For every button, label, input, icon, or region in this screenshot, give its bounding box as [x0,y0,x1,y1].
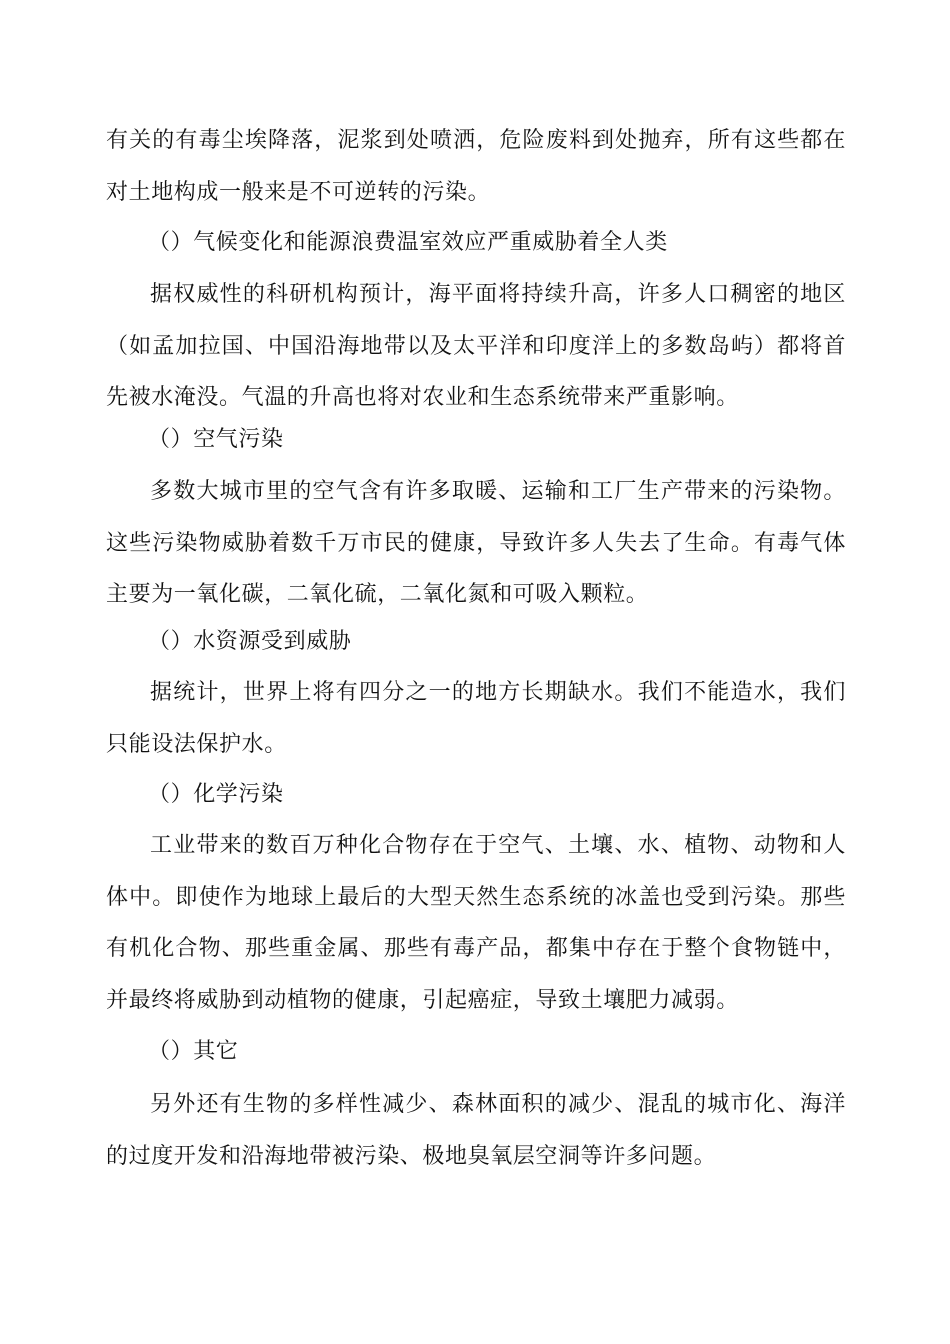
paragraph-chemical-pollution: 工业带来的数百万种化合物存在于空气、土壤、水、植物、动物和人体中。即使作为地球上最后的大型天然生态系统的冰盖也受到污染。那些有机化合物、那些重金属、那些有毒产品，都集中存在于整个食物链中，并最终将威胁到动植物的健康，引起癌症，导致土壤肥力减弱。 [106,833,846,1013]
paragraph-climate-change: 据权威性的科研机构预计，海平面将持续升高，许多人口稠密的地区（如孟加拉国、中国沿海地带以及太平洋和印度洋上的多数岛屿）都将首先被水淹没。气温的升高也将对农业和生态系统带来严重影响。 [106,282,846,410]
heading-chemical-pollution: （）化学污染 [148,782,284,807]
paragraph-soil-pollution-end: 有关的有毒尘埃降落，泥浆到处喷洒，危险废料到处抛弃，所有这些都在对土地构成一般来是不可逆转的污染。 [106,128,846,205]
heading-water-resources: （）水资源受到威胁 [148,629,352,654]
heading-climate-change: （）气候变化和能源浪费温室效应严重威胁着全人类 [148,230,668,255]
paragraph-other: 另外还有生物的多样性减少、森林面积的减少、混乱的城市化、海洋的过度开发和沿海地带被污染、极地臭氧层空洞等许多问题。 [106,1092,846,1169]
heading-air-pollution: （）空气污染 [148,427,284,452]
paragraph-air-pollution: 多数大城市里的空气含有许多取暖、运输和工厂生产带来的污染物。这些污染物威胁着数千万市民的健康，导致许多人失去了生命。有毒气体主要为一氧化碳，二氧化硫，二氧化氮和可吸入颗粒。 [106,479,846,607]
heading-other: （）其它 [148,1039,239,1064]
paragraph-water-resources: 据统计，世界上将有四分之一的地方长期缺水。我们不能造水，我们只能设法保护水。 [106,680,846,757]
